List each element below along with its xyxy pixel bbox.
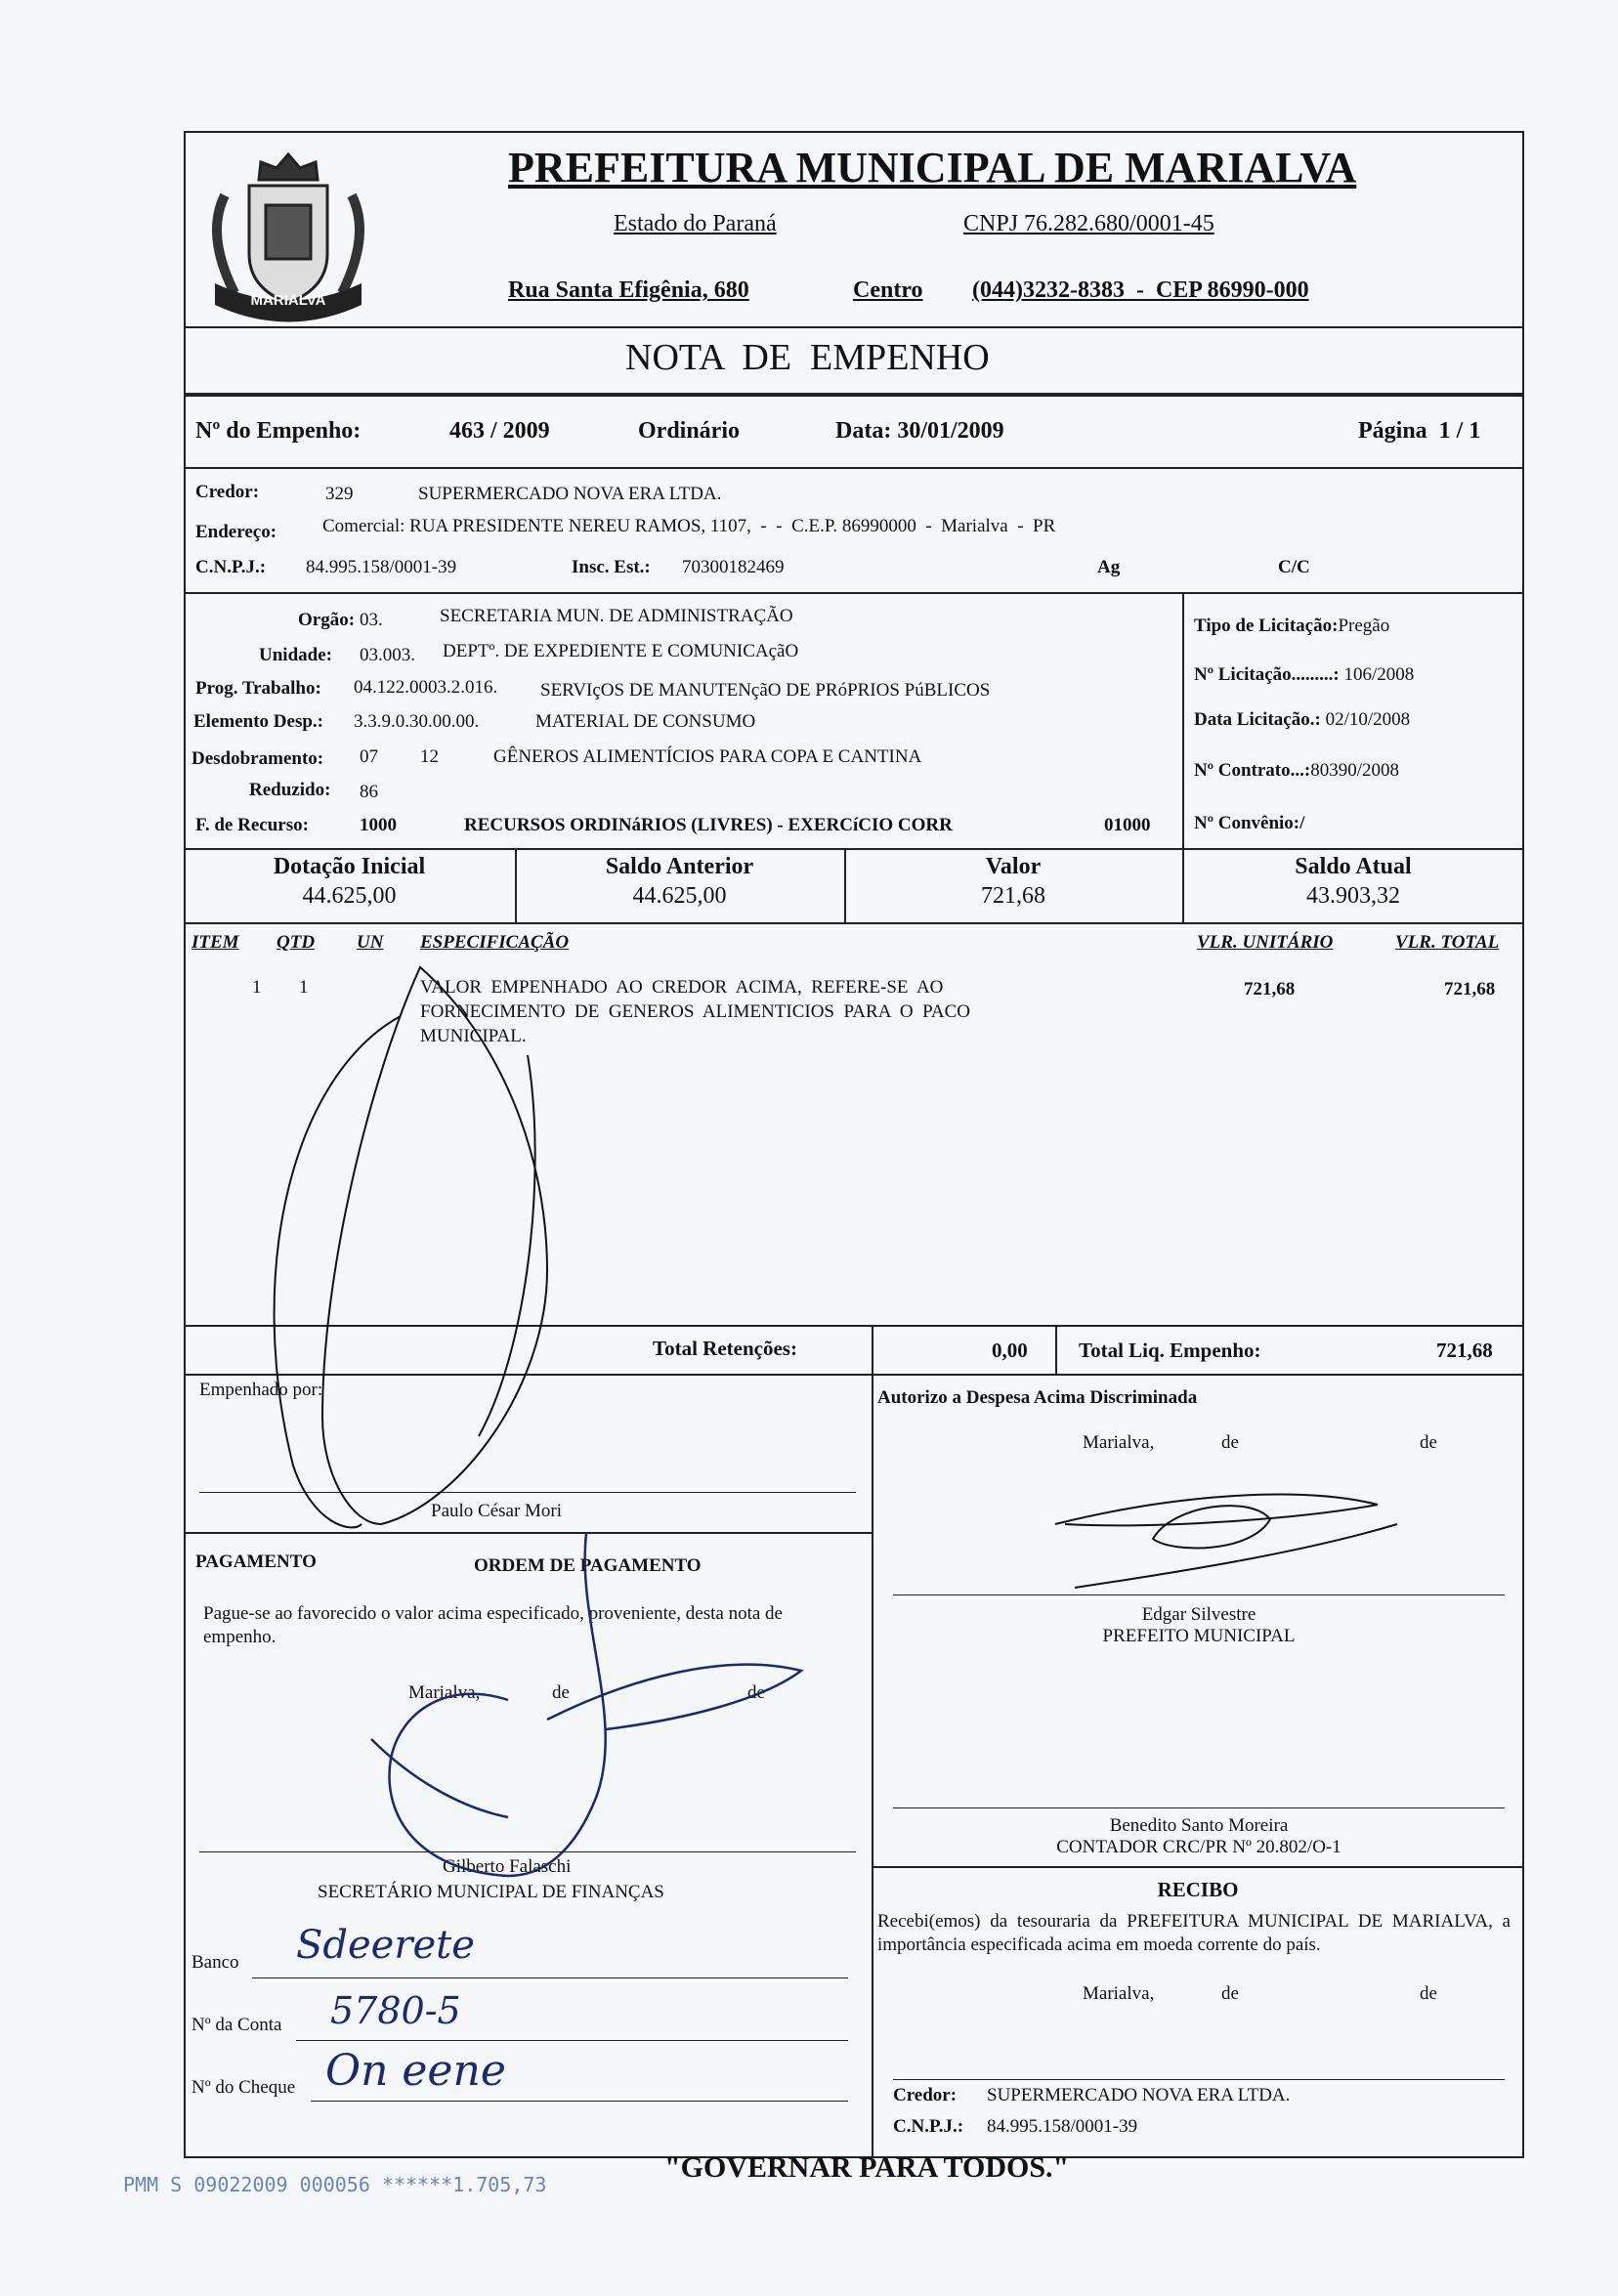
empenho-number-label: Nº do Empenho: [195,418,362,444]
secretary-title: SECRETÁRIO MUNICIPAL DE FINANÇAS [318,1882,664,1902]
credor-cc-label: C/C [1278,557,1310,577]
desd-label: Desdobramento: [192,748,324,769]
recibo-cnpj: 84.995.158/0001-39 [987,2116,1138,2137]
ordem-label: ORDEM DE PAGAMENTO [474,1555,702,1576]
left-place: Marialva, [408,1682,481,1703]
tipo-licitacao: Tipo de Licitação:Pregão [1194,616,1390,636]
row-spec-line3: MUNICIPAL. [420,1026,527,1046]
header-state: Estado do Paraná [614,211,777,236]
row-item: 1 [252,977,262,998]
empenhado-name: Paulo César Mori [431,1501,563,1521]
num-contrato: Nº Contrato...:80390/2008 [1194,760,1399,781]
doc-title: NOTA DE EMPENHO [625,337,990,378]
empenho-number: 463 / 2009 [449,418,550,444]
row-spec-line2: FORNECIMENTO DE GENEROS ALIMENTICIOS PARA O PACO [420,1001,971,1022]
credor-address-label: Endereço: [195,522,277,542]
right-place: Marialva, [1083,1432,1155,1453]
accountant-name: Benedito Santo Moreira [1109,1815,1289,1836]
elem-code: 3.3.9.0.30.00.00. [354,711,480,732]
desd-name: GÊNEROS ALIMENTÍCIOS PARA COPA E CANTINA [493,746,922,767]
credor-insc-label: Insc. Est.: [572,557,651,577]
num-licitacao: Nº Licitação.........: 106/2008 [1194,664,1415,685]
saldo-atual-label: Saldo Atual [1295,854,1412,879]
cheque-value: On eene [325,2046,506,2096]
reduzido-value: 86 [360,782,378,802]
cashier-stamp: PMM S 09022009 000056 ******1.705,73 [123,2173,547,2196]
desd-code1: 07 [360,746,378,767]
liq-value: 721,68 [1436,1339,1493,1362]
conta-label: Nº da Conta [192,2015,282,2035]
retencoes-value: 0,00 [992,1339,1028,1362]
col-item: ITEM [192,932,239,953]
right-place2: Marialva, [1083,1983,1155,2004]
empenho-page: Página 1 / 1 [1358,418,1481,444]
recibo-cnpj-label: C.N.P.J.: [893,2116,964,2137]
header-title: PREFEITURA MUNICIPAL DE MARIALVA [508,144,1357,191]
desd-code2: 12 [420,746,439,767]
row-spec-line1: VALOR EMPENHADO AO CREDOR ACIMA, REFERE-SE AO [420,977,944,998]
data-licitacao: Data Licitação.: 02/10/2008 [1194,709,1411,730]
header-phone-cep: (044)3232-8383 - CEP 86990-000 [972,277,1309,303]
prog-code: 04.122.0003.2.016. [354,677,498,698]
recibo-label: RECIBO [1157,1878,1239,1901]
orgao-code: 03. [360,610,383,630]
row-total: 721,68 [1444,979,1496,999]
row-qtd: 1 [299,977,309,998]
liq-label: Total Liq. Empenho: [1079,1339,1261,1362]
row-unit: 721,68 [1244,979,1296,999]
empenho-date: Data: 30/01/2009 [835,418,1004,444]
saldo-anterior-value: 44.625,00 [632,883,727,909]
prog-label: Prog. Trabalho: [195,678,321,699]
credor-insc: 70300182469 [682,557,785,577]
col-unit: VLR. UNITÁRIO [1197,932,1334,953]
recurso-code2: 01000 [1104,815,1151,835]
credor-cnpj: 84.995.158/0001-39 [306,557,457,577]
left-de1: de [552,1682,570,1703]
header-address: Rua Santa Efigênia, 680 [508,277,749,303]
elem-name: MATERIAL DE CONSUMO [535,711,756,732]
left-de2: de [747,1682,765,1703]
credor-ag-label: Ag [1097,557,1121,577]
orgao-name: SECRETARIA MUN. DE ADMINISTRAÇÃO [440,606,793,626]
recurso-name: RECURSOS ORDINáRIOS (LIVRES) - EXERCíCIO CORR [464,815,953,835]
unidade-label: Unidade: [259,645,332,665]
col-spec: ESPECIFICAÇÃO [420,932,570,953]
header-district: Centro [853,277,923,303]
autorizo-label: Autorizo a Despesa Acima Discriminada [877,1387,1198,1408]
right-de1: de [1221,1432,1239,1453]
num-convenio: Nº Convênio:/ [1194,813,1305,833]
reduzido-label: Reduzido: [249,780,331,800]
credor-name: SUPERMERCADO NOVA ERA LTDA. [418,484,722,504]
col-qtd: QTD [277,932,316,953]
dotacao-value: 44.625,00 [302,883,397,909]
empenhado-label: Empenhado por: [199,1380,323,1400]
saldo-anterior-label: Saldo Anterior [605,854,754,879]
unidade-code: 03.003. [360,645,415,665]
retencoes-label: Total Retenções: [653,1337,797,1360]
credor-address: Comercial: RUA PRESIDENTE NEREU RAMOS, 1107, - - C.E.P. 86990000 - Marialva - PR [322,516,1056,536]
pague-text: Pague-se ao favorecido o valor acima especificado, proveniente, desta nota de empenho. [203,1603,783,1647]
right-de4: de [1420,1983,1437,2004]
accountant-title: CONTADOR CRC/PR Nº 20.802/O-1 [1056,1837,1341,1857]
right-de3: de [1221,1983,1239,2004]
recibo-credor-label: Credor: [893,2085,958,2105]
recibo-text: Recebi(emos) da tesouraria da PREFEITURA MUNICIPAL DE MARIALVA, a importância especificada acima em moeda corrente do país. [877,1911,1511,1955]
crest-text: MARIALVA [250,292,326,309]
saldo-atual-value: 43.903,32 [1306,883,1400,909]
banco-label: Banco [192,1952,239,1973]
credor-cnpj-label: C.N.P.J.: [195,557,267,577]
coat-of-arms-icon [195,137,381,332]
cheque-label: Nº do Cheque [192,2077,296,2098]
prog-name: SERVIçOS DE MANUTENçãO DE PRóPRIOS PúBLICOS [540,680,991,701]
recibo-credor-name: SUPERMERCADO NOVA ERA LTDA. [987,2085,1291,2105]
dotacao-label: Dotação Inicial [273,854,426,879]
header-cnpj: CNPJ 76.282.680/0001-45 [963,211,1214,236]
banco-value: Sdeerete [296,1923,475,1968]
recurso-code: 1000 [360,815,397,835]
credor-label: Credor: [195,482,260,502]
col-un: UN [357,932,384,953]
unidade-name: DEPTº. DE EXPEDIENTE E COMUNICAçãO [443,641,799,661]
pagamento-label: PAGAMENTO [195,1552,317,1572]
credor-code: 329 [325,484,354,504]
footer-motto: "GOVERNAR PARA TODOS." [664,2151,1070,2184]
secretary-name: Gilberto Falaschi [443,1856,572,1877]
orgao-label: Orgão: [298,610,356,630]
mayor-name: Edgar Silvestre [1141,1604,1256,1625]
conta-value: 5780-5 [330,1989,461,2032]
col-total: VLR. TOTAL [1395,932,1500,953]
empenho-type: Ordinário [638,418,741,444]
valor-value: 721,68 [981,883,1045,909]
valor-label: Valor [985,854,1042,879]
mayor-title: PREFEITO MUNICIPAL [1102,1626,1296,1646]
elem-label: Elemento Desp.: [193,711,323,732]
recurso-label: F. de Recurso: [195,815,309,835]
right-de2: de [1420,1432,1437,1453]
